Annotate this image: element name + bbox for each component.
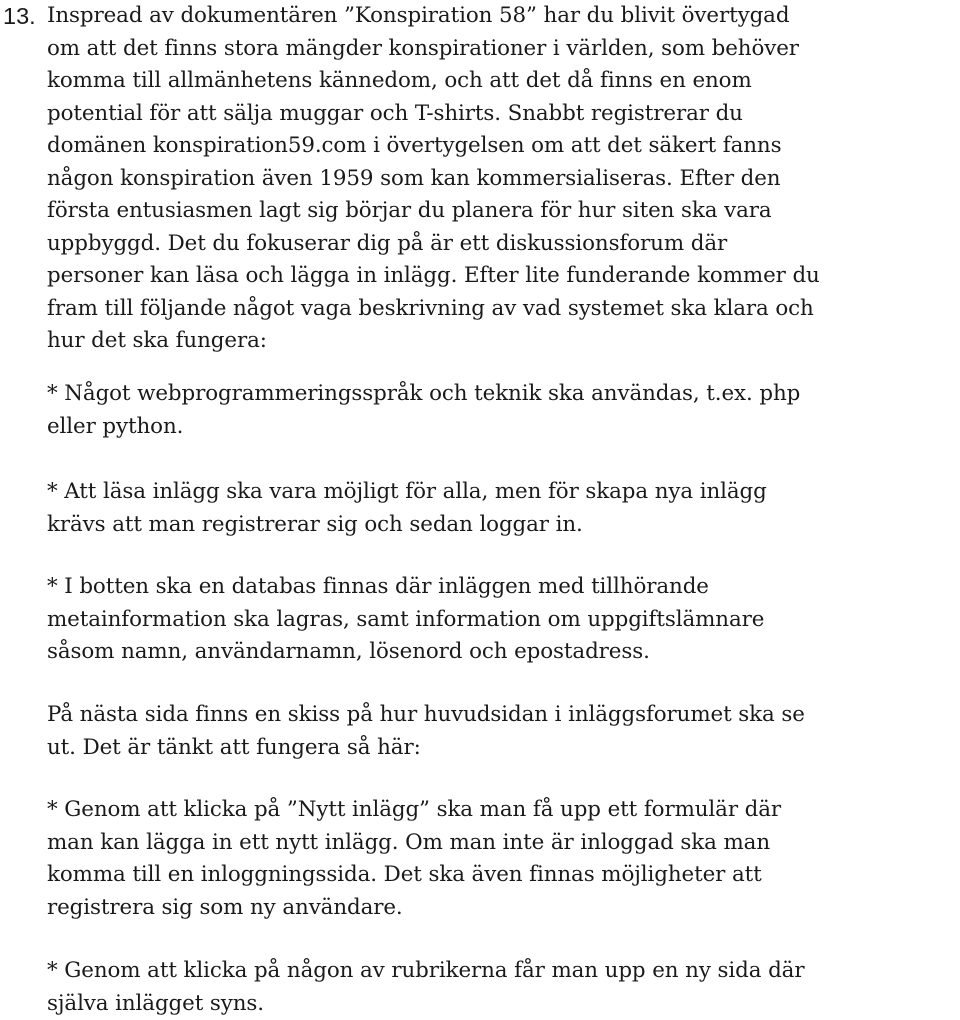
question-number: 13. — [3, 3, 36, 29]
behavior-item: * Genom att klicka på ”Nytt inlägg” ska man få upp ett formulär där man kan lägga in ett nytt inlägg. Om man inte är inloggad ska man komma till en inloggningssida. Det ska även finnas möjligheter att registrera sig som ny användare. — [47, 797, 782, 920]
requirement-item: * I botten ska en databas finnas där inläggen med tillhörande metainformation ska lagras, samt information om uppgiftslämnare såsom namn, användarnamn, lösenord och epostadress. — [47, 574, 765, 664]
requirement-item: * Att läsa inlägg ska vara möjligt för alla, men för skapa nya inlägg krävs att man registrerar sig och sedan loggar in. — [47, 479, 767, 537]
next-page-intro-paragraph: På nästa sida finns en skiss på hur huvudsidan i inläggsforumet ska se ut. Det är tänkt att fungera så här: — [47, 702, 805, 760]
requirement-item: * Något webprogrammeringsspråk och teknik ska användas, t.ex. php eller python. — [47, 381, 801, 439]
behavior-item: * Genom att klicka på någon av rubrikerna får man upp en ny sida där själva inlägget syns. — [47, 958, 805, 1016]
question-intro-paragraph: Inspread av dokumentären ”Konspiration 58” har du blivit övertygad om att det finns stora mängder konspirationer i världen, som behöver komma till allmänhetens kännedom, och att det då finns en enom potential för att sälja muggar och T-shirts. Snabbt registrerar du domänen konspiration59.com i övertygelsen om att det säkert fanns någon konspiration även 1959 som kan kommersialiseras. Efter den första entusiasmen lagt sig börjar du planera för hur siten ska vara uppbyggd. Det du fokuserar dig på är ett diskussionsforum där personer kan läsa och lägga in inlägg. Efter lite funderande kommer du fram till följande något vaga beskrivning av vad systemet ska klara och hur det ska fungera: — [47, 3, 820, 353]
